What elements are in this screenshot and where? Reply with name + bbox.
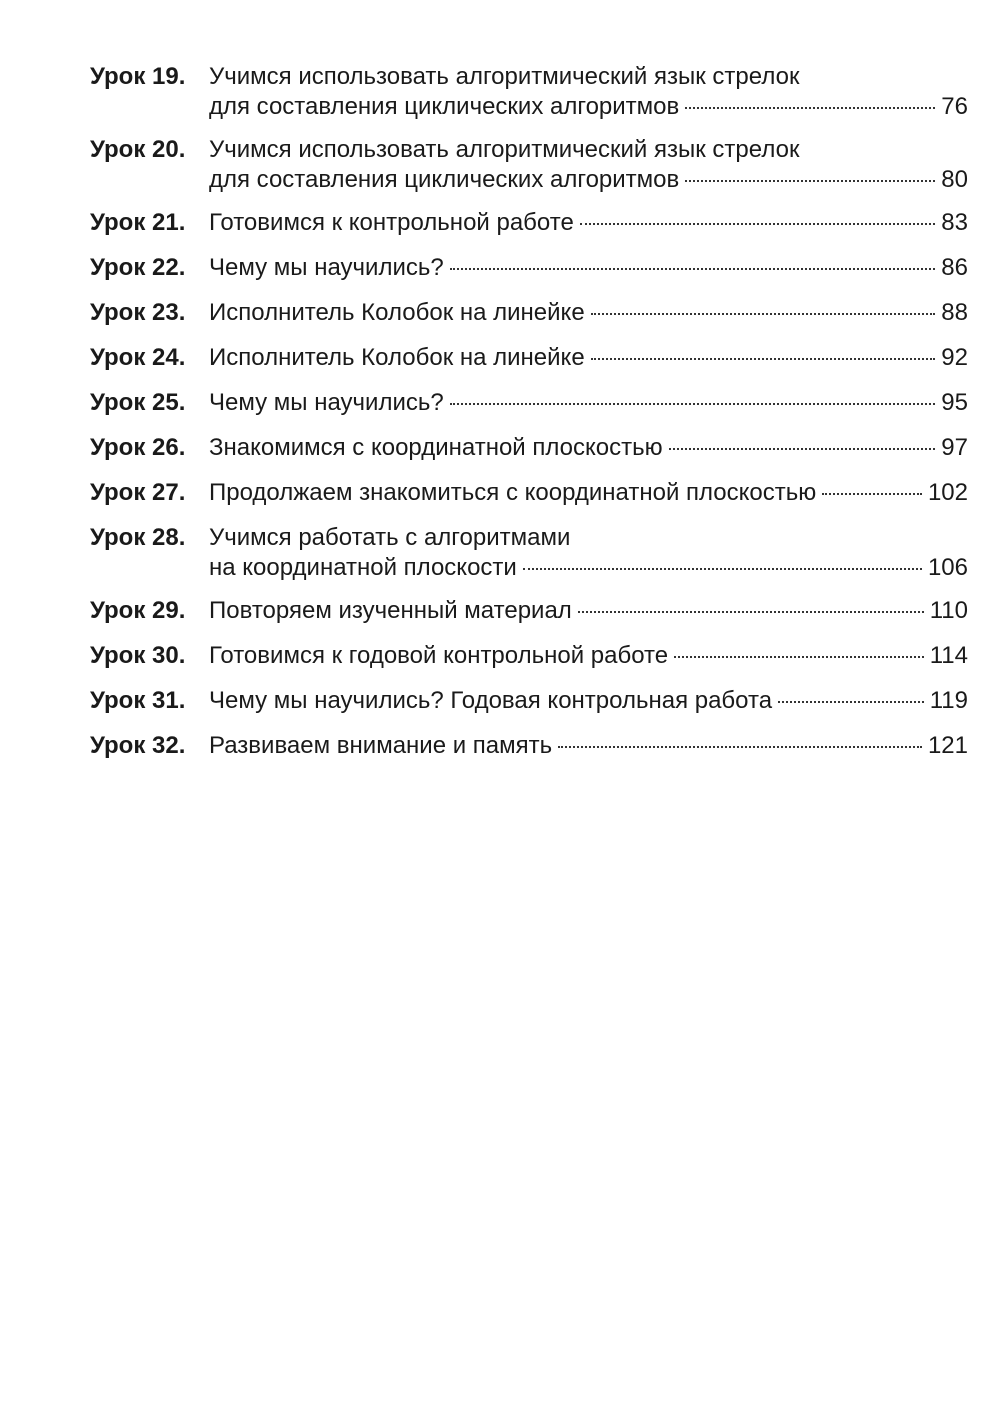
lesson-title-block [209,523,968,583]
lesson-title-text: Готовимся к годовой контрольной работе [209,642,669,669]
page-number: 106 [927,554,968,581]
page-number: 114 [929,642,968,669]
lesson-title-line [209,686,968,716]
lesson-title-line-1: Учимся использовать алгоритмический язык стрелок [209,136,800,163]
lesson-title-line [209,388,968,418]
page-number: 86 [941,254,968,281]
lesson-title-text: Исполнитель Колобок на линейке [209,344,585,371]
lesson-title-text: Знакомимся с координатной плоскостью [209,434,663,461]
lesson-title-text: Развиваем внимание и память [209,732,553,759]
lesson-title-line [209,641,968,671]
lesson-title-line [209,596,968,626]
dot-leader [450,403,936,405]
toc-entry-lesson-32 [90,731,968,761]
lesson-title-block [209,208,968,238]
page-number: 97 [941,434,968,461]
page-number: 88 [941,299,968,326]
lesson-title-block [209,433,968,463]
page-number: 102 [927,479,968,506]
lesson-title-block [209,478,968,508]
lesson-title-text: Исполнитель Колобок на линейке [209,299,585,326]
lesson-number: Урок 20. [90,136,186,163]
toc-entry-lesson-23 [90,298,968,328]
page-number: 80 [941,166,968,193]
dot-leader [558,746,922,748]
lesson-title-text: Повторяем изученный материал [209,597,572,624]
lesson-number: Урок 19. [90,63,186,90]
toc-entry-lesson-31 [90,686,968,716]
lesson-title-line-2 [209,553,968,583]
lesson-title-text: Чему мы научились? Годовая контрольная работа [209,687,773,714]
lesson-title-line [209,433,968,463]
lesson-title-line [209,478,968,508]
dot-leader [580,223,935,225]
dot-leader [685,107,935,109]
lesson-title-text: Чему мы научились? [209,254,444,281]
lesson-title-block [209,596,968,626]
lesson-title-line-1: Учимся работать с алгоритмами [209,524,571,551]
toc-entry-lesson-29 [90,596,968,626]
lesson-title-text: для составления циклических алгоритмов [209,166,680,193]
lesson-title-text: для составления циклических алгоритмов [209,93,680,120]
toc-entry-lesson-27 [90,478,968,508]
page-number: 83 [941,209,968,236]
lesson-number: Урок 32. [90,732,186,759]
lesson-title-line-2 [209,92,968,122]
dot-leader [669,448,936,450]
toc-entry-lesson-25 [90,388,968,418]
dot-leader [591,358,936,360]
page-number: 119 [929,687,968,714]
toc-entry-lesson-19 [90,62,968,122]
dot-leader [591,313,936,315]
dot-leader [523,568,922,570]
lesson-title-text: на координатной плоскости [209,554,517,581]
dot-leader [578,611,924,613]
lesson-title-line [209,298,968,328]
lesson-title-block [209,388,968,418]
lesson-title-text: Чему мы научились? [209,389,444,416]
page-number: 110 [929,597,968,624]
lesson-number: Урок 22. [90,254,186,281]
lesson-number: Урок 27. [90,479,186,506]
dot-leader [674,656,924,658]
lesson-title-block [209,135,968,195]
lesson-number: Урок 26. [90,434,186,461]
lesson-title-block [209,686,968,716]
lesson-number: Урок 25. [90,389,186,416]
toc-entry-lesson-30 [90,641,968,671]
lesson-number: Урок 28. [90,524,186,551]
dot-leader [685,180,935,182]
lesson-number: Урок 21. [90,209,186,236]
toc-entry-lesson-26 [90,433,968,463]
table-of-contents [90,62,968,776]
lesson-title-line [209,208,968,238]
lesson-number: Урок 31. [90,687,186,714]
dot-leader [778,701,924,703]
lesson-title-line [209,343,968,373]
toc-entry-lesson-24 [90,343,968,373]
lesson-title-block [209,731,968,761]
lesson-title-line-1: Учимся использовать алгоритмический язык стрелок [209,63,800,90]
lesson-title-line [209,253,968,283]
lesson-title-line [209,731,968,761]
page-number: 76 [941,93,968,120]
lesson-title-block [209,343,968,373]
dot-leader [450,268,936,270]
page-number: 92 [941,344,968,371]
toc-entry-lesson-22 [90,253,968,283]
dot-leader [822,493,922,495]
lesson-title-text: Готовимся к контрольной работе [209,209,574,236]
lesson-title-line-2 [209,165,968,195]
toc-entry-lesson-28 [90,523,968,583]
lesson-title-text: Продолжаем знакомиться с координатной плоскостью [209,479,817,506]
lesson-title-block [209,62,968,122]
lesson-title-block [209,641,968,671]
lesson-number: Урок 30. [90,642,186,669]
toc-entry-lesson-20 [90,135,968,195]
page-number: 121 [927,732,968,759]
lesson-title-block [209,253,968,283]
lesson-number: Урок 24. [90,344,186,371]
toc-entry-lesson-21 [90,208,968,238]
page-number: 95 [941,389,968,416]
lesson-title-block [209,298,968,328]
lesson-number: Урок 23. [90,299,186,326]
lesson-number: Урок 29. [90,597,186,624]
